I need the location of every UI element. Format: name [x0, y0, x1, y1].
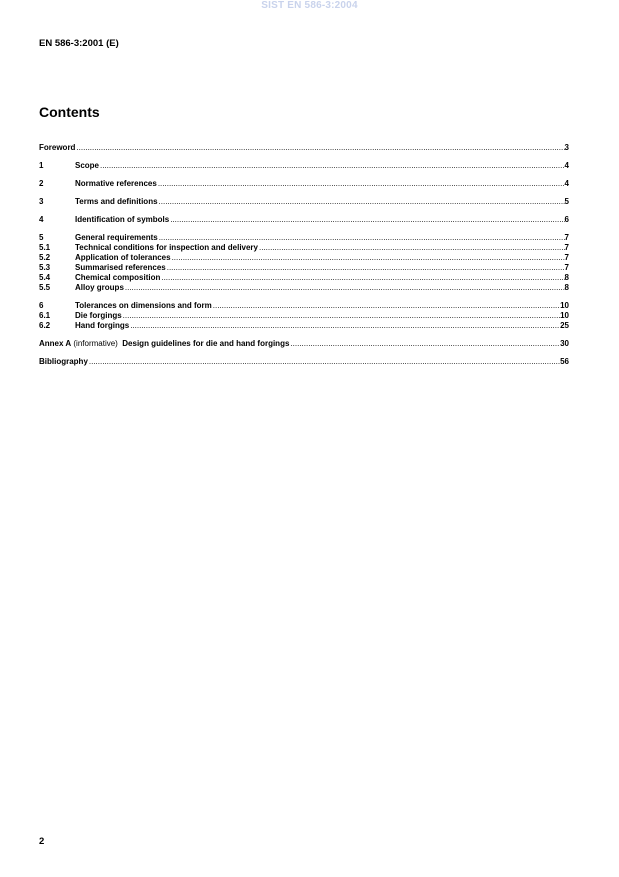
- toc-leader-dots: [88, 357, 560, 367]
- toc-entry[interactable]: [39, 283, 569, 293]
- page-number: 2: [39, 836, 45, 847]
- toc-entry[interactable]: [39, 273, 569, 283]
- toc-leader-dots: [166, 263, 565, 273]
- toc-annex-prefix: Annex A: [39, 339, 72, 348]
- toc-leader-dots: [157, 179, 565, 189]
- toc-entry-page: 10: [560, 311, 569, 320]
- toc-entry-number: 5.1: [39, 243, 51, 252]
- toc-annex-informative: (informative): [71, 339, 123, 348]
- toc-entry-page: 7: [564, 243, 569, 252]
- toc-leader-dots: [289, 339, 560, 349]
- toc-entry-title: Foreword: [39, 143, 76, 152]
- toc-entry-number: 5: [39, 233, 44, 242]
- document-id: EN 586-3:2001 (E): [39, 38, 119, 49]
- contents-heading: Contents: [39, 104, 100, 120]
- toc-leader-dots: [258, 243, 565, 253]
- toc-leader-dots: [75, 143, 564, 153]
- toc-entry-page: 10: [560, 301, 569, 310]
- toc-leader-dots: [160, 273, 564, 283]
- toc-leader-dots: [124, 283, 565, 293]
- toc-entries: [39, 143, 569, 331]
- toc-entry-title: General requirements: [75, 233, 158, 242]
- toc-entry[interactable]: [39, 233, 569, 243]
- toc-entry[interactable]: [39, 197, 569, 207]
- toc-entry-title: Application of tolerances: [75, 253, 171, 262]
- toc-entry[interactable]: [39, 253, 569, 263]
- toc-leader-dots: [169, 215, 564, 225]
- toc-annex-title: Design guidelines for die and hand forgings: [122, 339, 290, 348]
- toc-entry-title: Normative references: [75, 179, 157, 188]
- toc-entry-number: 5.3: [39, 263, 51, 272]
- toc-leader-dots: [122, 311, 560, 321]
- toc-leader-dots: [158, 197, 565, 207]
- toc-entry[interactable]: [39, 161, 569, 171]
- toc-leader-dots: [171, 253, 565, 263]
- toc-entry-page: 6: [564, 215, 569, 224]
- toc-entry-title: Tolerances on dimensions and form: [75, 301, 212, 310]
- toc-bibliography-title: Bibliography: [39, 357, 88, 366]
- toc-entry-number: 6.1: [39, 311, 51, 320]
- toc-entry-number: 6.2: [39, 321, 51, 330]
- toc-entry-page: 7: [564, 233, 569, 242]
- toc-entry-title: Identification of symbols: [75, 215, 170, 224]
- toc-bibliography-page: 56: [560, 357, 569, 366]
- toc-entry-title: Chemical composition: [75, 273, 161, 282]
- toc-entry-title: Hand forgings: [75, 321, 130, 330]
- toc-leader-dots: [129, 321, 560, 331]
- toc-entry-page: 8: [564, 273, 569, 282]
- toc-entry-title: Technical conditions for inspection and delivery: [75, 243, 258, 252]
- toc-entry[interactable]: [39, 321, 569, 331]
- toc-entry[interactable]: [39, 311, 569, 321]
- toc-entry-title: Die forgings: [75, 311, 122, 320]
- toc-entry-number: 3: [39, 197, 44, 206]
- toc-entry[interactable]: [39, 243, 569, 253]
- toc-entry-page: 5: [564, 197, 569, 206]
- toc-entry-page: 8: [564, 283, 569, 292]
- toc-entry-page: 7: [564, 253, 569, 262]
- toc-entry-page: 4: [564, 161, 569, 170]
- toc-entry[interactable]: [39, 301, 569, 311]
- toc-entry-number: 2: [39, 179, 44, 188]
- toc-entry-number: 4: [39, 215, 44, 224]
- table-of-contents: [39, 143, 569, 367]
- toc-entry-page: 25: [560, 321, 569, 330]
- toc-entry-annex-a[interactable]: [39, 339, 569, 349]
- toc-entry[interactable]: [39, 263, 569, 273]
- toc-entry-number: 6: [39, 301, 44, 310]
- toc-entry-page: 7: [564, 263, 569, 272]
- toc-entry-title: Summarised references: [75, 263, 166, 272]
- toc-leader-dots: [158, 233, 565, 243]
- toc-entry-page: 4: [564, 179, 569, 188]
- toc-entry[interactable]: [39, 143, 569, 153]
- toc-entry-number: 1: [39, 161, 44, 170]
- toc-entry-number: 5.2: [39, 253, 51, 262]
- toc-entry-title: Terms and definitions: [75, 197, 158, 206]
- toc-entry-page: 3: [564, 143, 569, 152]
- toc-entry-title: Alloy groups: [75, 283, 124, 292]
- toc-annex-page: 30: [560, 339, 569, 348]
- toc-leader-dots: [99, 161, 565, 171]
- toc-entry[interactable]: [39, 215, 569, 225]
- toc-entry[interactable]: [39, 179, 569, 189]
- watermark: SIST EN 586-3:2004: [261, 0, 358, 11]
- toc-entry-number: 5.4: [39, 273, 51, 282]
- toc-entry-number: 5.5: [39, 283, 51, 292]
- toc-entry-bibliography[interactable]: [39, 357, 569, 367]
- toc-leader-dots: [212, 301, 560, 311]
- toc-entry-title: Scope: [75, 161, 100, 170]
